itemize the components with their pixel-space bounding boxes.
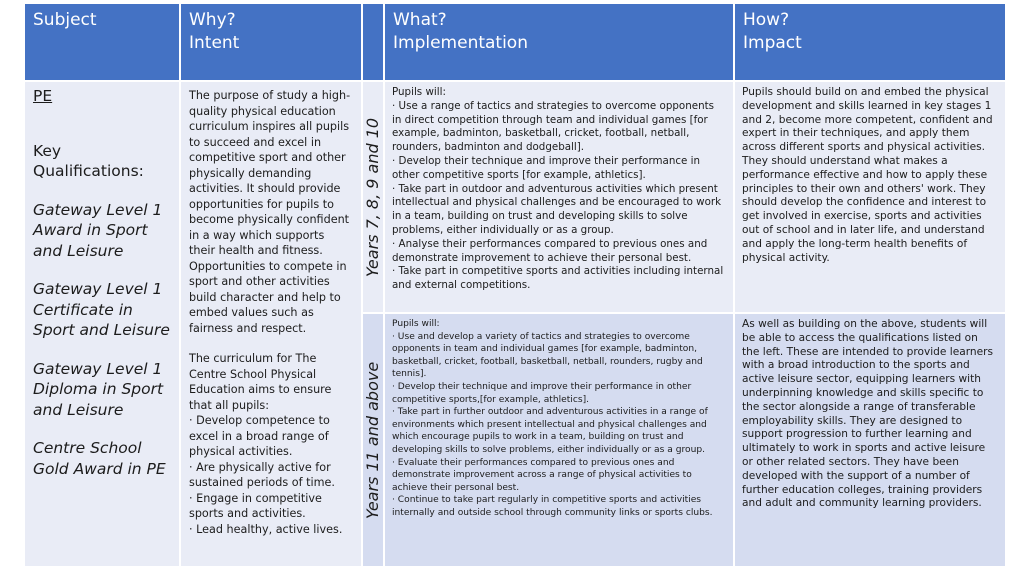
- header-why-line1: Why?: [189, 10, 236, 30]
- key-label-line2: Qualifications:: [33, 162, 144, 180]
- implementation-list: [392, 100, 726, 293]
- implementation-intro: Pupils will:: [392, 86, 446, 98]
- implementation-item: · Use a range of tactics and strategies to overcome opponents in direct competition through team and individual games [for example, badminton, basketball, cricket, football, netball, rounders, badminton and dodgeball].: [392, 100, 726, 155]
- header-how-line2: Impact: [743, 33, 802, 53]
- implementation-item: · Evaluate their performances compared to previous ones and demonstrate improvement across a range of physical activities to achieve their personal best.: [392, 457, 726, 495]
- intent-cell: [181, 82, 361, 566]
- header-subject-label: Subject: [33, 10, 97, 30]
- implementation-item: · Analyse their performances compared to previous ones and demonstrate improvement to achieve their personal best.: [392, 238, 726, 266]
- impact-text: Pupils should build on and embed the physical development and skills learned in key stages 1 and 2, become more competent, confident and expert in their techniques, and apply them across different sports and physical activities. They should understand what makes a performance effective and how to apply these principles to their own and others' work. They should develop the confidence and interest to get involved in exercise, sports and activities out of school and in later life, and understand and apply the long-term health benefits of physical activity.: [742, 86, 993, 264]
- impact-cell: [735, 314, 1005, 566]
- header-how-line1: How?: [743, 10, 790, 30]
- subject-cell: [25, 82, 179, 566]
- implementation-item: · Use and develop a variety of tactics and strategies to overcome opponents in team and individual games [for example, badminton, basketball, cricket, football, basketball, netball, rounders, rugby and tennis].: [392, 331, 726, 381]
- implementation-item: · Take part in competitive sports and activities including internal and external competitions.: [392, 265, 726, 293]
- qualification-item: Centre School Gold Award in PE: [33, 439, 166, 478]
- implementation-cell: [385, 314, 733, 566]
- implementation-cell: [385, 82, 733, 312]
- qualification-item: Gateway Level 1 Award in Sport and Leisure: [33, 200, 163, 260]
- year-label-cell: [363, 82, 383, 312]
- impact-text: As well as building on the above, students will be able to access the qualifications listed on the left. These are intended to provide learners with a broad introduction to the sports and active leisure sector, equipping learners with underpinning knowledge and skills specific to the sector alongside a range of transferable employability skills. They are designed to support progression to further learning and ultimately to work in sports and active leisure or other related sectors. They have been developed with the support of a number of further education colleges, training providers and adult and community learning providers.: [742, 318, 994, 510]
- curriculum-table: [25, 4, 1005, 566]
- subject-name: PE: [33, 87, 53, 105]
- header-what: [385, 4, 733, 80]
- year-label: Years 7, 8, 9 and 10: [363, 117, 383, 277]
- intent-aim: · Are physically active for sustained periods of time.: [189, 460, 353, 491]
- year-label: Years 11 and above: [363, 361, 383, 519]
- header-spacer: [363, 4, 383, 80]
- header-what-line1: What?: [393, 10, 447, 30]
- header-why: [181, 4, 361, 80]
- implementation-list: [392, 331, 726, 520]
- intent-paragraph-1: The purpose of study a high-quality physical education curriculum inspires all pupils to succeed and excel in competitive sport and other physically demanding activities. It should provide opportunities for pupils to become physically confident in a way which supports their health and fitness. Opportunities to compete in sport and other activities build character and help to embed values such as fairness and respect.: [189, 89, 351, 335]
- header-how: [735, 4, 1005, 80]
- implementation-item: · Take part in further outdoor and adventurous activities in a range of environments which present intellectual and physical challenges and which encourage pupils to work in a team, building on trust and developing skills to solve problems, either individually or as a group.: [392, 406, 726, 456]
- impact-cell: [735, 82, 1005, 312]
- intent-aims-list: [189, 413, 353, 537]
- intent-paragraph-2: The curriculum for The Centre School Physical Education aims to ensure that all pupils:: [189, 352, 332, 412]
- qualification-item: Gateway Level 1 Diploma in Sport and Leisure: [33, 359, 164, 419]
- implementation-item: · Continue to take part regularly in competitive sports and activities internally and outside school through community links or sports clubs.: [392, 494, 726, 519]
- key-label-line1: Key: [33, 141, 62, 160]
- implementation-item: · Develop their technique and improve their performance in other competitive sports,[for example, athletics].: [392, 381, 726, 406]
- header-subject: [25, 4, 179, 80]
- key-qualifications-label: [33, 141, 171, 182]
- year-label-cell: [363, 314, 383, 566]
- intent-aim: · Engage in competitive sports and activities.: [189, 491, 353, 522]
- implementation-item: · Take part in outdoor and adventurous activities which present intellectual and physical challenges and be encouraged to work in a team, building on trust and developing skills to solve problems, either individually or as a group.: [392, 183, 726, 238]
- implementation-item: · Develop their technique and improve their performance in other competitive sports [for example, athletics].: [392, 155, 726, 183]
- qualification-item: Gateway Level 1 Certificate in Sport and Leisure: [33, 280, 170, 339]
- intent-aim: · Develop competence to excel in a broad range of physical activities.: [189, 413, 353, 460]
- implementation-intro: Pupils will:: [392, 319, 440, 329]
- header-why-line2: Intent: [189, 33, 240, 53]
- header-what-line2: Implementation: [393, 33, 528, 53]
- intent-aim: · Lead healthy, active lives.: [189, 522, 353, 538]
